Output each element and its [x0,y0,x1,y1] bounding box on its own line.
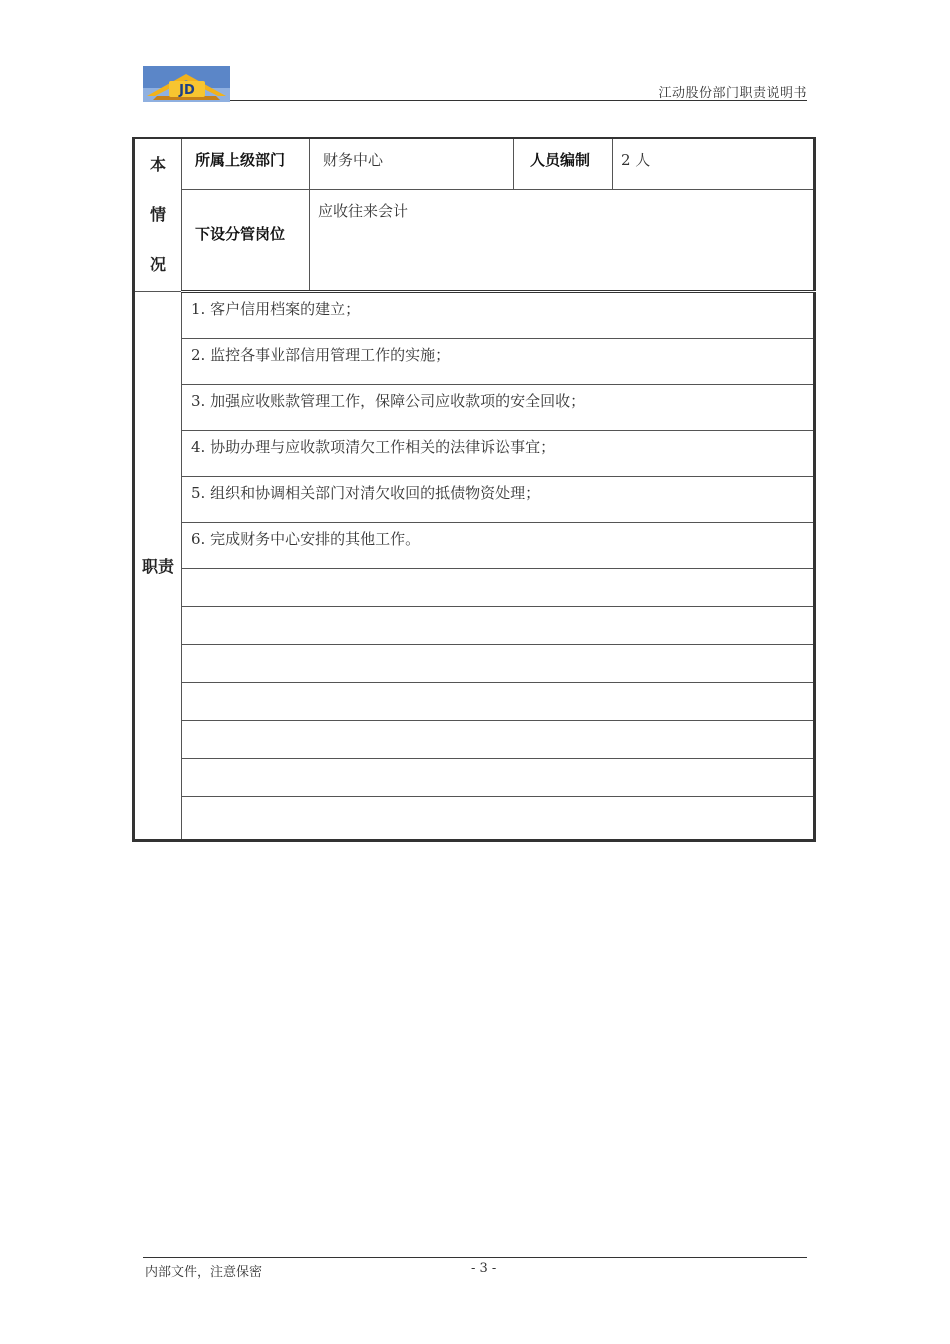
page-header [143,66,807,102]
section-char-3: 况 [149,255,166,274]
page-number: - 3 - [471,1261,497,1276]
company-logo [143,66,230,102]
duty-item-4: 4. 协助办理与应收款项清欠工作相关的法律诉讼事宜； [191,438,556,456]
empty-duty-row [182,645,815,683]
duty-item-5: 5. 组织和协调相关部门对清欠收回的抵债物资处理； [191,484,541,502]
empty-duty-row [182,607,815,645]
empty-duty-row [182,683,815,721]
basic-info-section-label [134,138,182,292]
confidential-notice: 内部文件，注意保密 [145,1265,263,1280]
section-char-1: 本 [149,155,166,174]
empty-duty-row [182,797,815,841]
duty-item-3: 3. 加强应收账款管理工作，保障公司应收款项的安全回收； [191,392,586,410]
duty-item-1: 1. 客户信用档案的建立； [191,300,361,318]
duty-item-2: 2. 监控各事业部信用管理工作的实施； [191,346,451,364]
document-title: 江动股份部门职责说明书 [658,86,807,101]
duties-section-label: 职责 [134,292,182,841]
staffing-label: 人员编制 [530,151,591,169]
section-char-2: 情 [149,205,166,224]
footer-rule [143,1257,807,1258]
empty-duty-row [182,569,815,607]
staffing-value: 2 人 [621,151,651,169]
parent-dept-label: 所属上级部门 [195,151,286,169]
empty-duty-row [182,721,815,759]
parent-dept-value: 财务中心 [323,151,384,169]
empty-duty-row [182,759,815,797]
duty-item-6: 6. 完成财务中心安排的其他工作。 [191,530,421,548]
duty-table [132,137,816,842]
sub-positions-label: 下设分管岗位 [195,224,286,243]
svg-text:JD: JD [179,83,195,98]
sub-positions-value: 应收往来会计 [318,202,409,220]
